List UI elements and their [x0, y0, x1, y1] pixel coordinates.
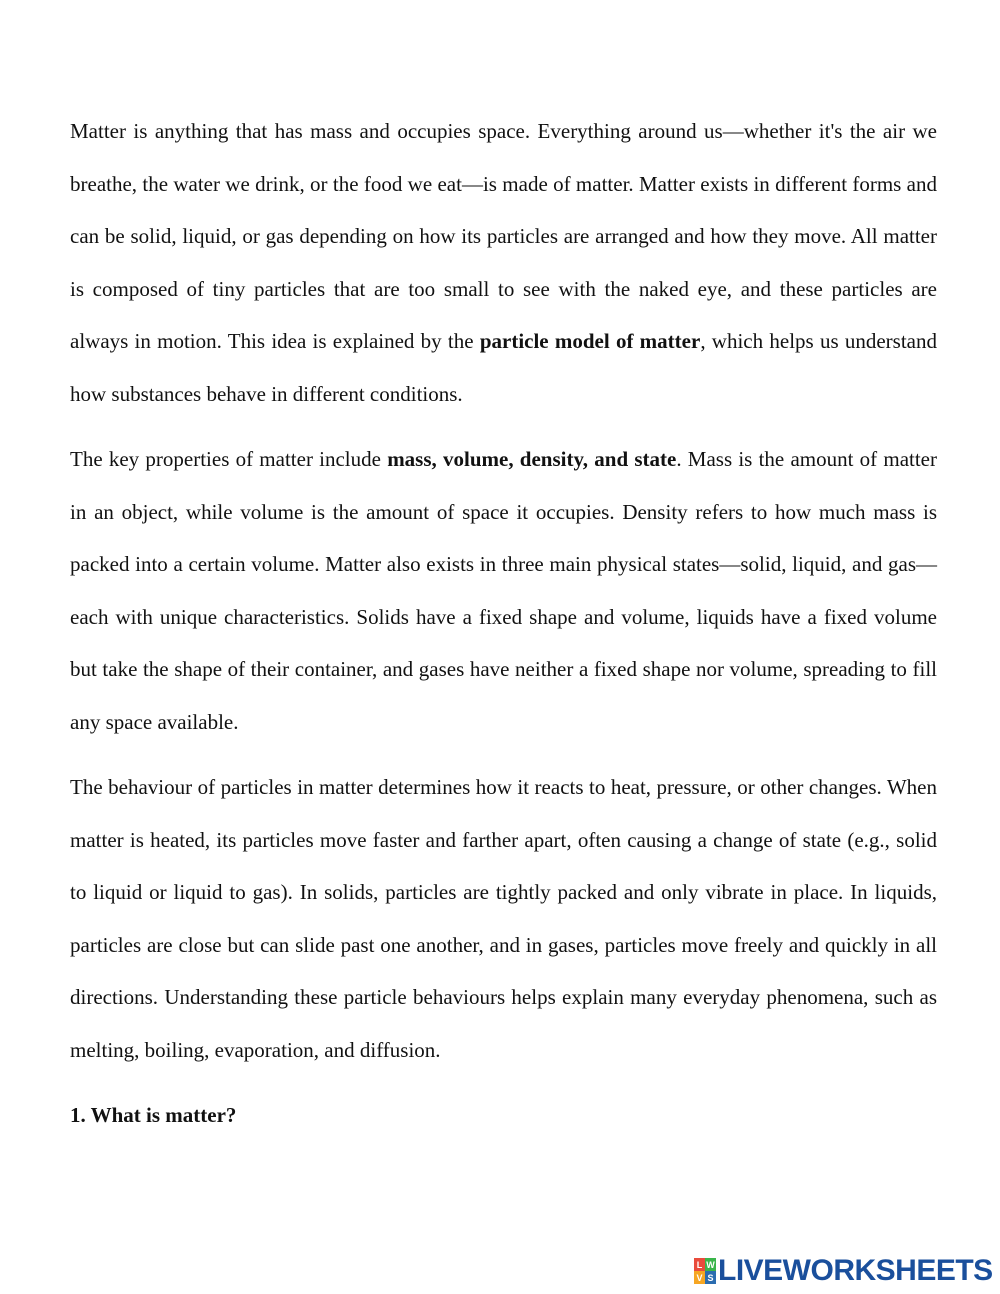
liveworksheets-logo — [694, 1253, 993, 1289]
paragraph-particle-behaviour: The behaviour of particles in matter determines how it reacts to heat, pressure, or other changes. When matter is heated, its particles move faster and farther apart, often causing a change of state (e.g., solid to liquid or liquid to gas). In solids, particles are tightly packed and only vibrate in place. In liquids, particles are close but can slide past one another, and in gases, particles move freely and quickly in all directions. Understanding these particle behaviours helps explain many everyday phenomena, such as melting, boiling, evaporation, and diffusion. — [70, 775, 937, 1062]
paragraph-properties: The key properties of matter include mass, volume, density, and state. Mass is the amount of matter in an object, while volume is the amount of space it occupies. Density refers to how much mass is packed into a certain volume. Matter also exists in three main physical states—solid, liquid, and gas—each with unique characteristics. Solids have a fixed shape and volume, liquids have a fixed volume but take the shape of their container, and gases have neither a fixed shape nor volume, spreading to fill any space available. — [70, 447, 937, 734]
bold-term-particle-model: particle model of matter — [479, 329, 701, 353]
question-1: 1. What is matter? — [70, 1103, 237, 1127]
liveworksheets-logo-text: LIVEWORKSHEETS — [718, 1254, 993, 1287]
liveworksheets-logo-icon: L W V S — [694, 1258, 716, 1284]
worksheet-page — [70, 105, 937, 1141]
bold-term-properties: mass, volume, density, and state — [387, 447, 677, 471]
paragraph-matter-definition: Matter is anything that has mass and occupies space. Everything around us—whether it's the air we breathe, the water we drink, or the food we eat—is made of matter. Matter exists in different forms and can be solid, liquid, or gas depending on how its particles are arranged and how they move. All matter is composed of tiny particles that are too small to see with the naked eye, and these particles are always in motion. This idea is explained by the particle model of matter, which helps us understand how substances behave in different conditions. — [70, 119, 937, 406]
